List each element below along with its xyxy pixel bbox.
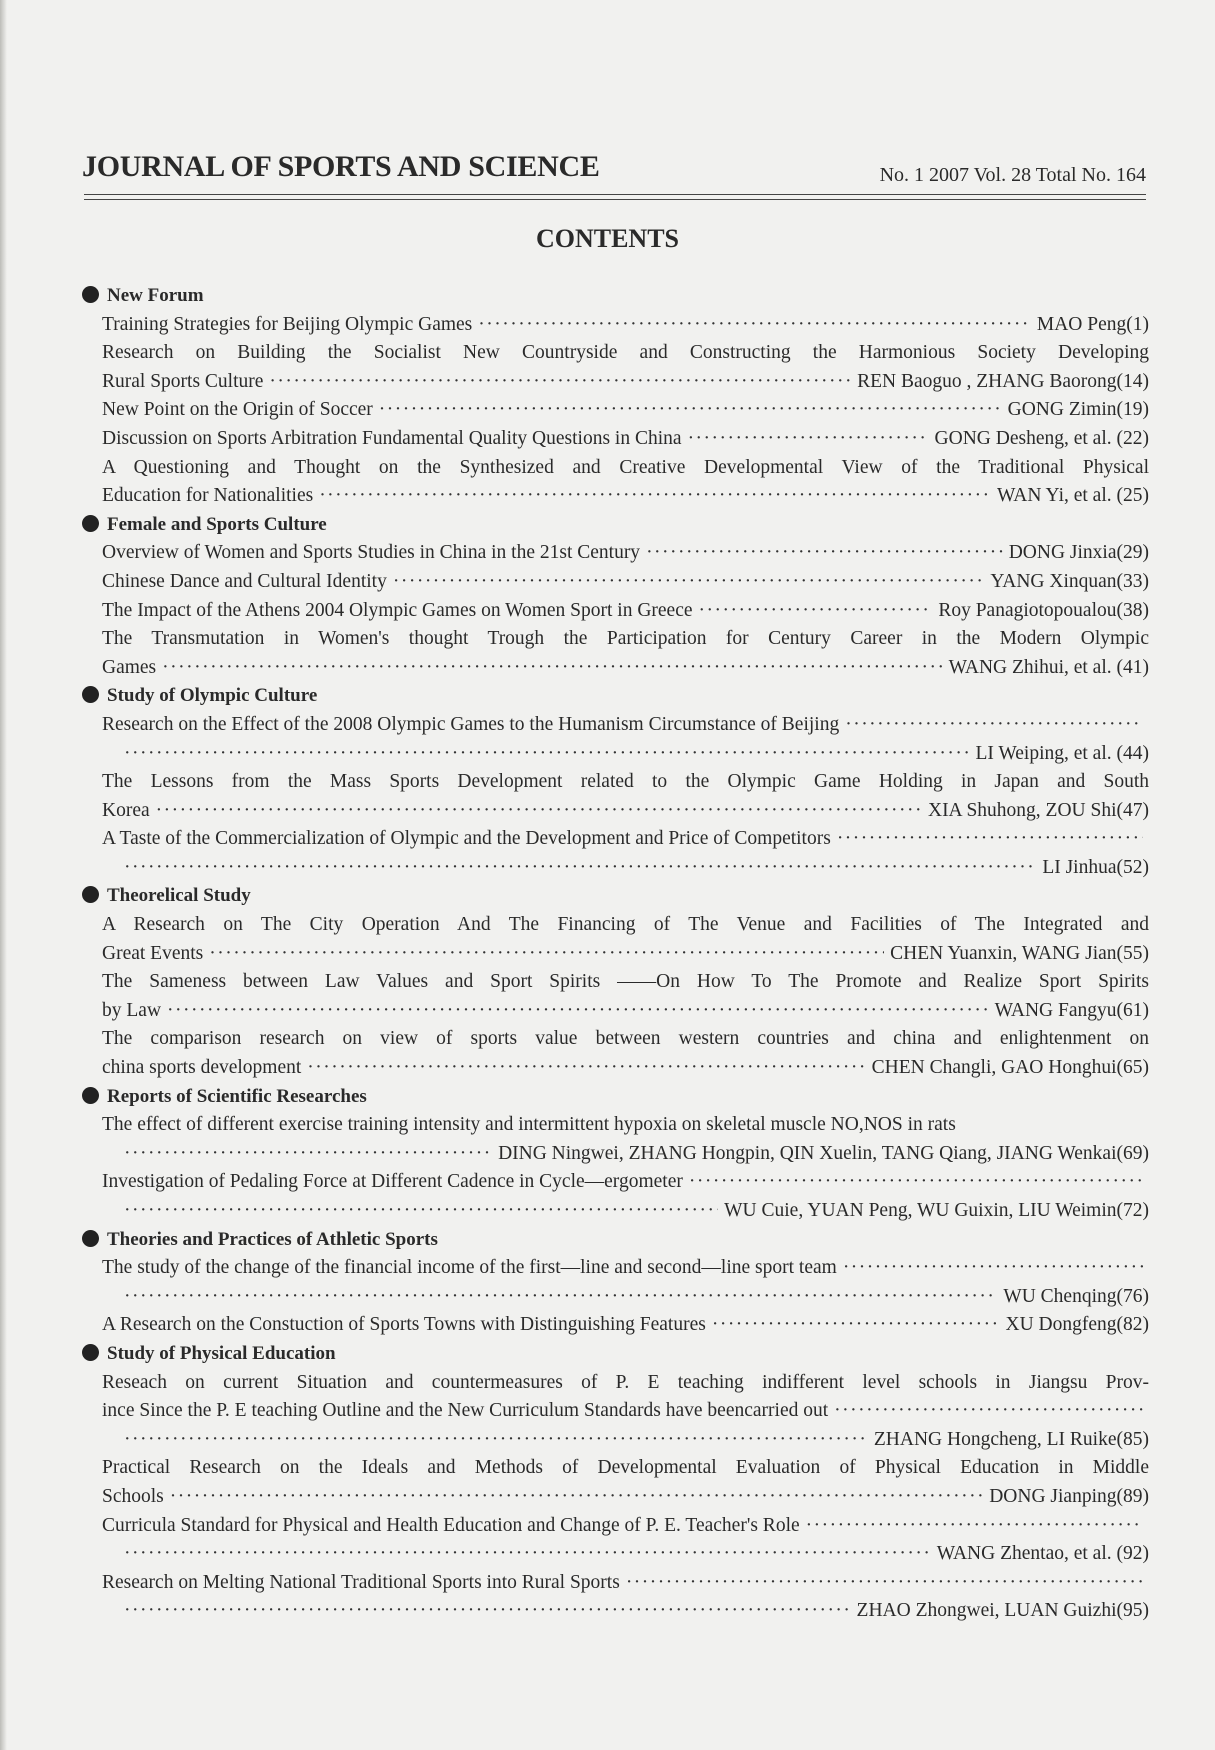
leader-dots [712, 1311, 1000, 1340]
leader-dots [834, 1397, 1143, 1426]
leader-dots [837, 825, 1143, 854]
toc-entry [102, 339, 1149, 396]
entry-title-line [102, 825, 1149, 854]
section-bullet-icon [82, 1230, 99, 1247]
entry-author-line [102, 1597, 1149, 1626]
leader-dots [124, 1597, 851, 1626]
entry-author-line [102, 1283, 1149, 1312]
entry-author-line [102, 1426, 1149, 1455]
entry-title-line [102, 1111, 1149, 1140]
leader-dots [124, 1426, 868, 1455]
toc-entry [102, 1254, 1149, 1311]
entry-title-line [102, 654, 1149, 683]
entry-title-text: Chinese Dance and Cultural Identity [102, 570, 387, 592]
toc-entry [102, 1168, 1149, 1225]
section-title [82, 1226, 1149, 1255]
entry-title-line: The Lessons from the Mass Sports Development related to the Olympic Game Holding in Japan and South [102, 771, 1149, 793]
section-title [82, 682, 1149, 711]
toc-entry [102, 1025, 1149, 1082]
entry-author-line [102, 1197, 1149, 1226]
section-title-text: Theorelical Study [107, 885, 251, 907]
entry-author: CHEN Changli, GAO Honghui(65) [871, 1057, 1149, 1079]
toc-entry [102, 625, 1149, 682]
entry-title-text: The study of the change of the financial income of the first—line and second—line sport team [102, 1257, 837, 1279]
entry-author: LI Weiping, et al. (44) [975, 742, 1149, 764]
entry-title-line [102, 1483, 1149, 1512]
entry-title-line [102, 940, 1149, 969]
entry-title-text: Investigation of Pedaling Force at Different Cadence in Cycle—ergometer [102, 1171, 683, 1193]
section-bullet-icon [82, 286, 99, 303]
leader-dots [689, 1168, 1143, 1197]
leader-dots [156, 797, 922, 826]
section-title [82, 511, 1149, 540]
toc-entry [102, 1512, 1149, 1569]
leader-dots [269, 368, 851, 397]
entry-title-line [102, 711, 1149, 740]
entry-title-text: Rural Sports Culture [102, 370, 264, 392]
entry-title-text: Schools [102, 1485, 164, 1507]
entry-author: XU Dongfeng(82) [1005, 1314, 1149, 1336]
entry-title-line: A Questioning and Thought on the Synthesized and Creative Developmental View of the Traditional Physical [102, 456, 1149, 478]
entry-author: WANG Fangyu(61) [994, 999, 1149, 1021]
entry-title-line: Reseach on current Situation and countermeasures of P. E teaching indifferent level schools in Jiangsu Prov- [102, 1371, 1149, 1393]
toc-entry [102, 1454, 1149, 1511]
leader-dots [209, 940, 884, 969]
entry-title-line: A Research on The City Operation And The Financing of The Venue and Facilities of The Integrated and [102, 914, 1149, 936]
leader-dots [124, 740, 969, 769]
toc-entry [102, 768, 1149, 825]
leader-dots [124, 1140, 492, 1169]
entry-author: WANG Zhentao, et al. (92) [936, 1543, 1149, 1565]
entry-author: WANG Zhihui, et al. (41) [948, 656, 1149, 678]
entry-title-line [102, 797, 1149, 826]
toc-entry [102, 539, 1149, 568]
issue-info: No. 1 2007 Vol. 28 Total No. 164 [879, 164, 1146, 186]
toc-entry [102, 568, 1149, 597]
entry-title-text: Training Strategies for Beijing Olympic Games [102, 313, 473, 335]
entry-author-line [102, 1540, 1149, 1569]
entry-title-line [102, 311, 1149, 340]
toc-entry [102, 454, 1149, 511]
entry-author: REN Baoguo , ZHANG Baorong(14) [857, 370, 1149, 392]
entry-title-line [102, 1569, 1149, 1598]
leader-dots [170, 1483, 983, 1512]
leader-dots [806, 1512, 1143, 1541]
entry-title-text: A Research on the Constuction of Sports Towns with Distinguishing Features [102, 1314, 706, 1336]
entry-title-text: The Impact of the Athens 2004 Olympic Games on Women Sport in Greece [102, 599, 693, 621]
entry-title-line [102, 597, 1149, 626]
entry-author: WU Chenqing(76) [1003, 1285, 1149, 1307]
entry-author: DING Ningwei, ZHANG Hongpin, QIN Xuelin, TANG Qiang, JIANG Wenkai(69) [498, 1142, 1149, 1164]
entry-title-line [102, 539, 1149, 568]
entry-title-text: The effect of different exercise training intensity and intermittent hypoxia on skeletal muscle NO,NOS in rats [102, 1114, 956, 1136]
entry-title-line [102, 1054, 1149, 1083]
entry-title-line [102, 396, 1149, 425]
entry-title-text: Overview of Women and Sports Studies in China in the 21st Century [102, 542, 641, 564]
section-bullet-icon [82, 1087, 99, 1104]
entry-author: CHEN Yuanxin, WANG Jian(55) [890, 942, 1149, 964]
toc-entry [102, 1311, 1149, 1340]
leader-dots [319, 482, 991, 511]
leader-dots [162, 654, 942, 683]
entry-author: GONG Desheng, et al. (22) [934, 427, 1149, 449]
entry-title-text: A Taste of the Commercialization of Olympic and the Development and Price of Competitors [102, 828, 831, 850]
section-bullet-icon [82, 686, 99, 703]
toc-entry [102, 1111, 1149, 1168]
toc-entry [102, 597, 1149, 626]
toc-entry [102, 425, 1149, 454]
toc-entry [102, 1369, 1149, 1455]
table-of-contents [82, 282, 1149, 1626]
toc-entry [102, 396, 1149, 425]
entry-title-line [102, 1168, 1149, 1197]
leader-dots [478, 311, 1031, 340]
entry-title-line: Research on Building the Socialist New Countryside and Constructing the Harmonious Society Developing [102, 342, 1149, 364]
entry-author: Roy Panagiotopoualou(38) [938, 599, 1149, 621]
leader-dots [379, 396, 1002, 425]
entry-title-text: Research on the Effect of the 2008 Olympic Games to the Humanism Circumstance of Beijing [102, 713, 840, 735]
entry-author: ZHAO Zhongwei, LUAN Guizhi(95) [856, 1600, 1149, 1622]
entry-author: YANG Xinquan(33) [990, 570, 1149, 592]
entry-title-line [102, 368, 1149, 397]
entry-title-line [102, 1397, 1149, 1426]
entry-title-line: Practical Research on the Ideals and Methods of Developmental Evaluation of Physical Education in Middle [102, 1457, 1149, 1479]
leader-dots [699, 597, 933, 626]
toc-entry [102, 1569, 1149, 1626]
entry-title-line [102, 1512, 1149, 1541]
section-title-text: Study of Physical Education [107, 1342, 336, 1364]
entry-title-text: Games [102, 656, 157, 678]
entry-title-text: Education for Nationalities [102, 485, 314, 507]
entry-title-line [102, 1254, 1149, 1283]
contents-heading: CONTENTS [535, 224, 680, 253]
section-title [82, 1340, 1149, 1369]
entry-author-line [102, 854, 1149, 883]
entry-author: WU Cuie, YUAN Peng, WU Guixin, LIU Weimin(72) [724, 1200, 1149, 1221]
entry-title-text: ince Since the P. E teaching Outline and the New Curriculum Standards have beencarried out [102, 1400, 829, 1422]
entry-author: XIA Shuhong, ZOU Shi(47) [927, 799, 1149, 821]
section-title [82, 882, 1149, 911]
section-bullet-icon [82, 886, 99, 903]
leader-dots [124, 854, 1036, 883]
entry-title-line [102, 1311, 1149, 1340]
leader-dots [124, 1283, 997, 1312]
entry-title-text: by Law [102, 999, 162, 1021]
leader-dots [124, 1197, 718, 1226]
leader-dots [646, 539, 1003, 568]
entry-author: GONG Zimin(19) [1007, 399, 1149, 421]
entry-title-line [102, 568, 1149, 597]
section-title [82, 1083, 1149, 1112]
entry-title-text: Korea [102, 799, 150, 821]
entry-title-text: Discussion on Sports Arbitration Fundamental Quality Questions in China [102, 427, 682, 449]
header-rule-top [84, 194, 1146, 195]
journal-header [82, 150, 1146, 186]
toc-entry [102, 311, 1149, 340]
entry-title-text: china sports development [102, 1057, 302, 1079]
leader-dots [124, 1540, 931, 1569]
entry-author: MAO Peng(1) [1036, 313, 1149, 335]
section-bullet-icon [82, 515, 99, 532]
section-title-text: Reports of Scientific Researches [107, 1085, 367, 1107]
entry-title-line: The Transmutation in Women's thought Trough the Participation for Century Career in the Modern Olympic [102, 628, 1149, 650]
toc-entry [102, 825, 1149, 882]
toc-entry [102, 911, 1149, 968]
leader-dots [843, 1254, 1143, 1283]
entry-author-line [102, 740, 1149, 769]
section-title-text: New Forum [107, 285, 204, 306]
entry-title-line: The Sameness between Law Values and Sport Spirits ——On How To The Promote and Realize Sport Spirits [102, 971, 1149, 993]
toc-entry [102, 968, 1149, 1025]
entry-title-text: Research on Melting National Traditional Sports into Rural Sports [102, 1571, 620, 1593]
entry-author: DONG Jinxia(29) [1008, 542, 1149, 564]
section-bullet-icon [82, 1344, 99, 1361]
entry-title-line: The comparison research on view of sports value between western countries and china and enlightenment on [102, 1028, 1149, 1050]
leader-dots [626, 1569, 1143, 1598]
entry-author: ZHANG Hongcheng, LI Ruike(85) [873, 1428, 1149, 1450]
section-title-text: Theories and Practices of Athletic Sports [107, 1228, 438, 1250]
leader-dots [167, 997, 989, 1026]
entry-title-line [102, 425, 1149, 454]
leader-dots [393, 568, 984, 597]
leader-dots [307, 1054, 865, 1083]
entry-title-line [102, 997, 1149, 1026]
entry-author: WAN Yi, et al. (25) [997, 485, 1149, 507]
section-title-text: Female and Sports Culture [107, 513, 327, 535]
section-title-text: Study of Olympic Culture [107, 685, 318, 707]
entry-title-line [102, 482, 1149, 511]
entry-title-text: New Point on the Origin of Soccer [102, 399, 373, 421]
leader-dots [688, 425, 929, 454]
toc-entry [102, 711, 1149, 768]
section-title [82, 282, 1149, 311]
entry-author: DONG Jianping(89) [989, 1485, 1149, 1507]
entry-title-text: Great Events [102, 942, 204, 964]
entry-author: LI Jinhua(52) [1042, 856, 1149, 878]
leader-dots [845, 711, 1143, 740]
journal-title: JOURNAL OF SPORTS AND SCIENCE [82, 150, 600, 183]
header-rule-bottom [84, 199, 1146, 200]
entry-author-line [102, 1140, 1149, 1169]
entry-title-text: Curricula Standard for Physical and Health Education and Change of P. E. Teacher's Role [102, 1514, 800, 1536]
